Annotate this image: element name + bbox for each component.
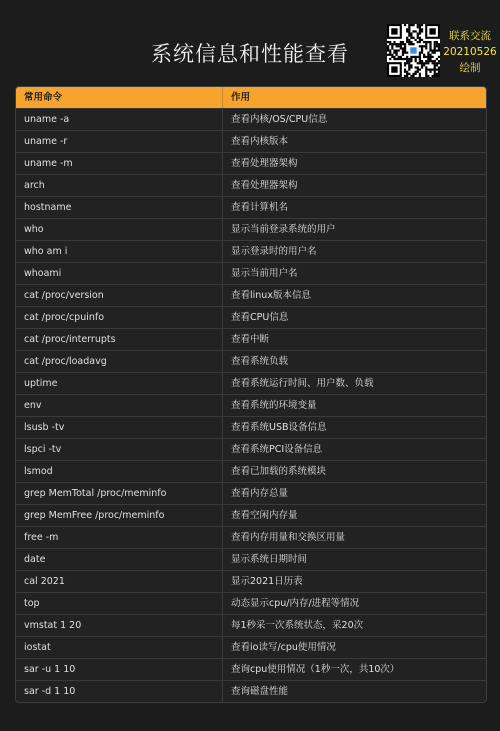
qr-code-image (387, 24, 440, 77)
command-cell: who am i (16, 241, 223, 262)
purpose-cell: 查看中断 (231, 334, 270, 345)
contact-line-1: 联系交流 (449, 30, 491, 42)
command-cell: uname -r (16, 131, 223, 152)
contact-line-2: 20210526 (443, 46, 497, 58)
command-cell: uname -a (16, 109, 223, 130)
table-row (16, 262, 486, 284)
table-row (16, 196, 486, 218)
table-row (16, 548, 486, 570)
table-row (16, 240, 486, 262)
purpose-cell: 查看处理器架构 (231, 158, 298, 169)
table-row (16, 218, 486, 240)
purpose-cell: 查看linux版本信息 (231, 290, 311, 301)
table-row (16, 680, 486, 702)
purpose-cell: 查看系统的环境变量 (231, 400, 317, 411)
purpose-cell: 显示系统日期时间 (231, 554, 308, 565)
purpose-cell: 查看CPU信息 (231, 312, 289, 323)
purpose-cell: 查看io读写/cpu使用情况 (231, 642, 336, 653)
command-cell: cat /proc/interrupts (16, 329, 223, 350)
command-cell: vmstat 1 20 (16, 615, 223, 636)
qr-code-icon (387, 24, 440, 77)
command-cell: env (16, 395, 223, 416)
contact-line-3: 绘制 (459, 62, 481, 74)
command-cell: grep MemFree /proc/meminfo (16, 505, 223, 526)
command-cell: date (16, 549, 223, 570)
purpose-cell: 查看内存总量 (231, 488, 289, 499)
purpose-cell: 查看内核版本 (231, 136, 289, 147)
table-row (16, 526, 486, 548)
table-row (16, 152, 486, 174)
command-cell: uname -m (16, 153, 223, 174)
purpose-cell: 查询cpu使用情况（1秒一次，共10次） (231, 664, 400, 675)
command-cell: cat /proc/cpuinfo (16, 307, 223, 328)
table-row (16, 482, 486, 504)
purpose-cell: 显示2021日历表 (231, 576, 303, 587)
purpose-cell: 查看系统PCI设备信息 (231, 444, 323, 455)
command-cell: uptime (16, 373, 223, 394)
table-row (16, 636, 486, 658)
table-header-row (16, 87, 486, 108)
table-row (16, 372, 486, 394)
purpose-cell: 查看已加载的系统模块 (231, 466, 327, 477)
purpose-cell: 查看系统负载 (231, 356, 289, 367)
command-cell: lsmod (16, 461, 223, 482)
contact-note (443, 28, 497, 76)
command-cell: sar -d 1 10 (16, 681, 223, 702)
command-cell: lspci -tv (16, 439, 223, 460)
command-table (15, 86, 487, 703)
purpose-cell: 查看内核/OS/CPU信息 (231, 114, 328, 125)
command-cell: who (16, 219, 223, 240)
table-row (16, 394, 486, 416)
purpose-cell: 每1秒采一次系统状态，采20次 (231, 620, 364, 631)
table-row (16, 592, 486, 614)
command-cell: lsusb -tv (16, 417, 223, 438)
table-row (16, 350, 486, 372)
purpose-cell: 查询磁盘性能 (231, 686, 289, 697)
purpose-cell: 查看处理器架构 (231, 180, 298, 191)
table-row (16, 570, 486, 592)
table-row (16, 108, 486, 130)
header-command: 常用命令 (16, 87, 223, 108)
command-cell: whoami (16, 263, 223, 284)
table-row (16, 174, 486, 196)
command-cell: sar -u 1 10 (16, 659, 223, 680)
page-title: 系统信息和性能查看 (151, 42, 349, 66)
purpose-cell: 显示当前登录系统的用户 (231, 224, 336, 235)
command-cell: cal 2021 (16, 571, 223, 592)
purpose-cell: 查看系统USB设备信息 (231, 422, 327, 433)
command-cell: top (16, 593, 223, 614)
table-row (16, 416, 486, 438)
table-row (16, 328, 486, 350)
command-cell: cat /proc/version (16, 285, 223, 306)
command-cell: arch (16, 175, 223, 196)
purpose-cell: 显示当前用户名 (231, 268, 298, 279)
command-cell: free -m (16, 527, 223, 548)
purpose-cell: 查看计算机名 (231, 202, 289, 213)
table-row (16, 130, 486, 152)
command-cell: cat /proc/loadavg (16, 351, 223, 372)
table-row (16, 614, 486, 636)
command-cell: iostat (16, 637, 223, 658)
table-row (16, 658, 486, 680)
purpose-cell: 查看系统运行时间、用户数、负载 (231, 378, 374, 389)
table-row (16, 284, 486, 306)
command-cell: grep MemTotal /proc/meminfo (16, 483, 223, 504)
purpose-cell: 查看内存用量和交换区用量 (231, 532, 346, 543)
table-row (16, 438, 486, 460)
purpose-cell: 动态显示cpu/内存/进程等情况 (231, 598, 360, 609)
purpose-cell: 显示登录时的用户名 (231, 246, 317, 257)
table-row (16, 504, 486, 526)
purpose-cell: 查看空闲内存量 (231, 510, 298, 521)
table-row (16, 306, 486, 328)
table-row (16, 460, 486, 482)
command-cell: hostname (16, 197, 223, 218)
header-purpose: 作用 (231, 92, 251, 103)
